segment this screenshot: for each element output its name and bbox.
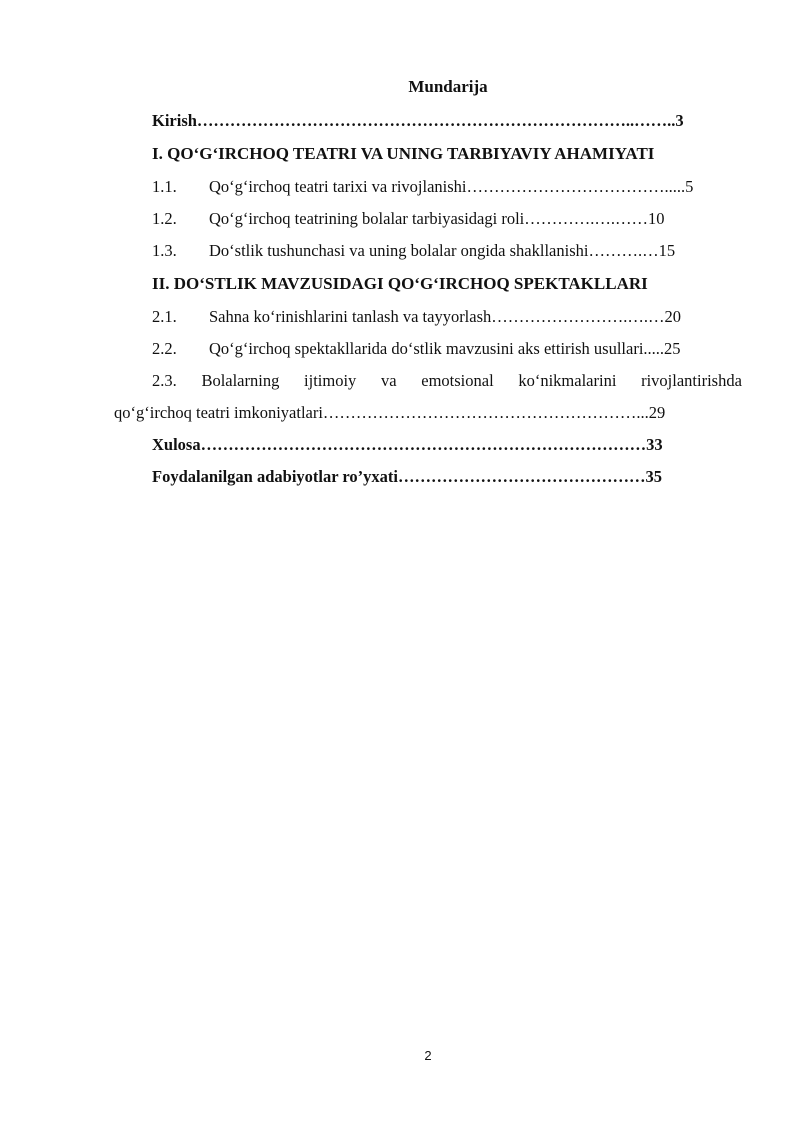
toc-entry-kirish: Kirish……………………………………………………………………..……..3 <box>152 111 684 130</box>
section-text: Qo‘g‘irchoq teatrining bolalar tarbiyasidagi roli………….….……10 <box>209 209 665 228</box>
section-text: Do‘stlik tushunchasi va uning bolalar ongida shakllanishi……….…15 <box>209 241 676 260</box>
toc-entry-2-3 <box>152 370 742 392</box>
section-number: 2.2. <box>152 339 177 358</box>
page-number: 2 <box>424 1048 432 1063</box>
section-number: 1.1. <box>152 177 177 196</box>
section-text: Sahna ko‘rinishlarini tanlash va tayyorlash…………………….….…20 <box>209 307 682 326</box>
section-number: 1.3. <box>152 241 177 260</box>
toc-entry-2-3-continuation: qo‘g‘irchoq teatri imkoniyatlari…………………………………………………...29 <box>114 403 666 422</box>
section-word: ko‘nikmalarini <box>518 371 617 390</box>
toc-entry-1-3 <box>152 240 742 262</box>
section-word: rivojlantirishda <box>641 371 742 390</box>
toc-entry-1-1 <box>152 176 742 198</box>
page-title: Mundarija <box>408 77 488 96</box>
toc-entry-2-1 <box>152 306 742 328</box>
toc-entry-2-2 <box>152 338 742 360</box>
toc-entry-xulosa: Xulosa………………………………………………………………………33 <box>152 435 663 454</box>
section-number: 2.1. <box>152 307 177 326</box>
section-number: 1.2. <box>152 209 177 228</box>
section-text: Qo‘g‘irchoq teatri tarixi va rivojlanishi……………………………….....5 <box>209 177 694 196</box>
section-number: 2.3. <box>152 371 177 390</box>
section-word: emotsional <box>421 371 494 390</box>
section-text: Qo‘g‘irchoq spektakllarida do‘stlik mavzusini aks ettirish usullari.....25 <box>209 339 681 358</box>
toc-chapter-2: II. DO‘STLIK MAVZUSIDAGI QO‘G‘IRCHOQ SPEKTAKLLARI <box>152 274 648 293</box>
section-word: va <box>380 371 397 390</box>
toc-chapter-1: I. QO‘G‘IRCHOQ TEATRI VA UNING TARBIYAVIY AHAMIYATI <box>152 144 655 163</box>
section-word: Bolalarning <box>201 371 280 390</box>
section-word: ijtimoiy <box>304 371 357 390</box>
toc-entry-adabiyotlar: Foydalanilgan adabiyotlar ro’yxati………………………………………35 <box>152 467 663 486</box>
toc-entry-1-2 <box>152 208 742 230</box>
